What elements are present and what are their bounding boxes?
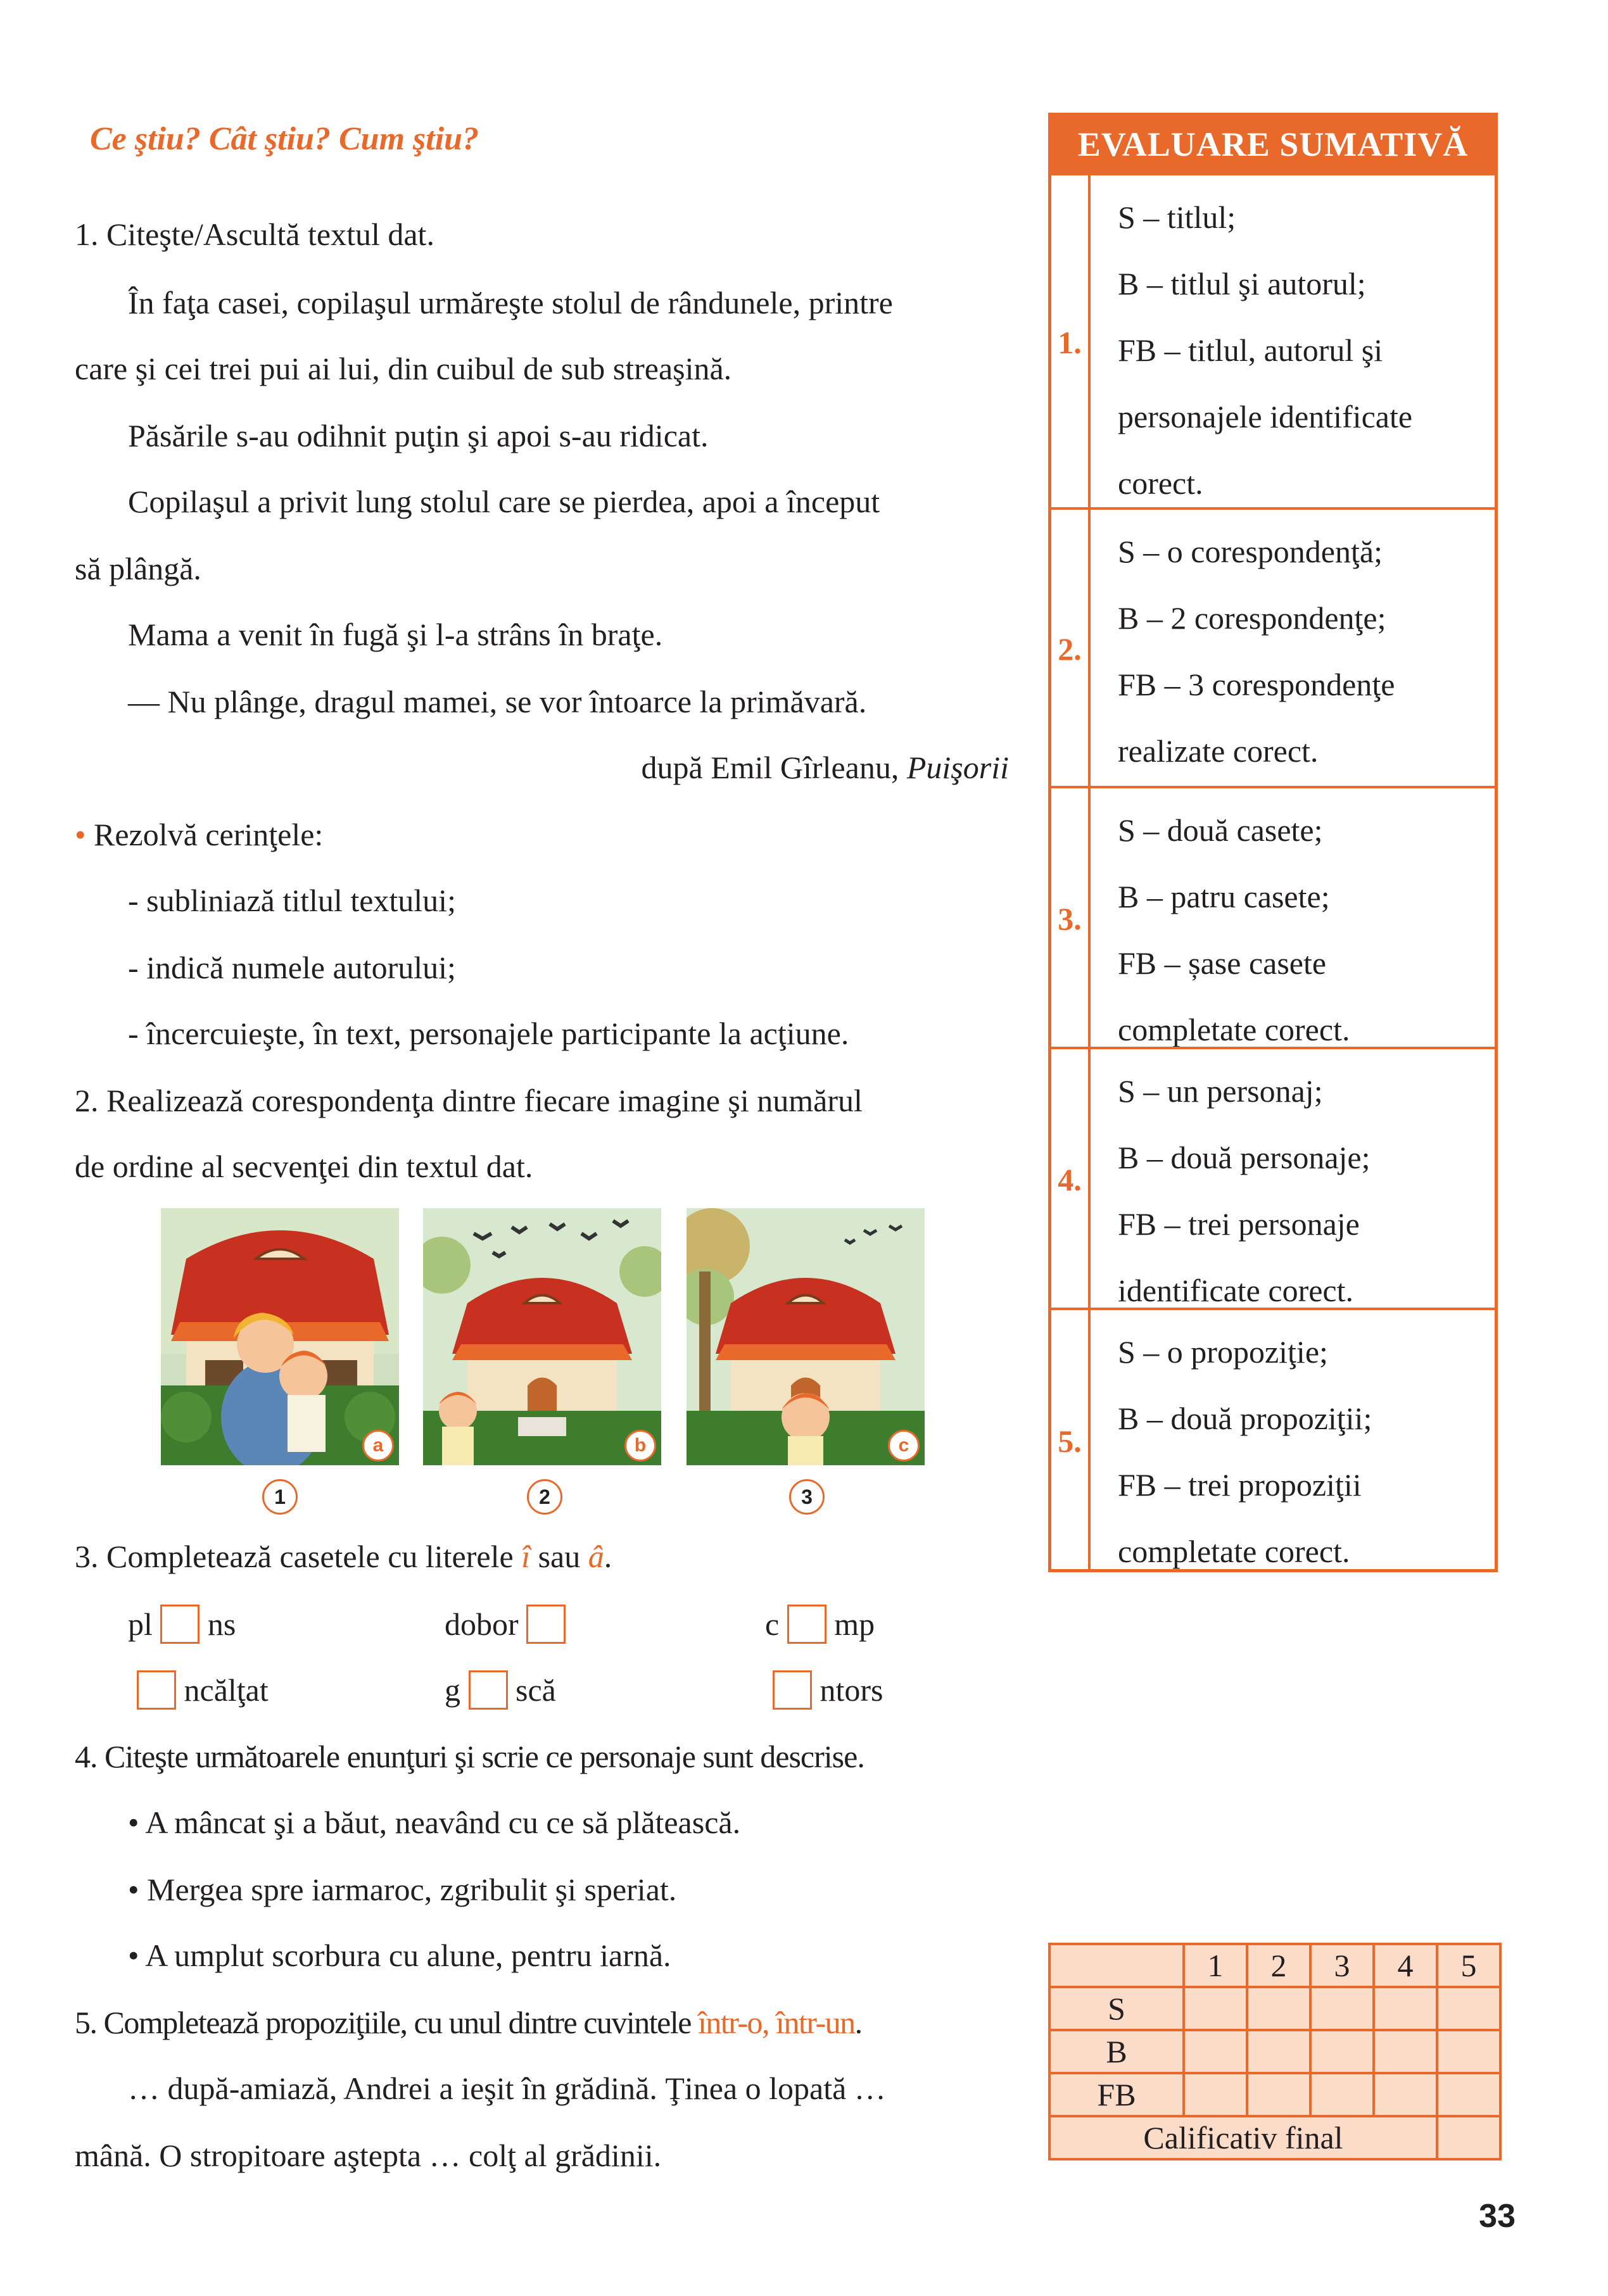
grid-cell[interactable] bbox=[1310, 1987, 1374, 2030]
source-author: după Emil Gîrleanu, bbox=[641, 750, 907, 785]
task-intro bbox=[75, 816, 323, 854]
grid-column-header: 3 bbox=[1310, 1944, 1374, 1987]
text-line: Mama a venit în fugă şi l-a strâns în braţe. bbox=[128, 617, 663, 652]
word-part: g bbox=[445, 1672, 460, 1708]
final-grade-cell[interactable] bbox=[1437, 2116, 1500, 2159]
exercise-2-title: 2. Realizează corespondenţa dintre fiecare imagine şi numărul bbox=[75, 1083, 863, 1118]
letter-box[interactable] bbox=[773, 1670, 812, 1710]
evaluation-row-number: 5. bbox=[1051, 1310, 1091, 1572]
word-item bbox=[445, 1605, 566, 1644]
criteria-line: FB – șase casete bbox=[1118, 945, 1327, 981]
word-part: ntors bbox=[820, 1672, 883, 1708]
word-separator: , bbox=[762, 2005, 776, 2040]
letter-box[interactable] bbox=[160, 1605, 199, 1644]
sequence-number-3: 3 bbox=[789, 1479, 825, 1515]
exercise-1-title: 1. Citeşte/Ascultă textul dat. bbox=[75, 217, 434, 252]
exercise-3-title bbox=[75, 1537, 612, 1575]
evaluation-table bbox=[1048, 113, 1498, 1572]
letter-box[interactable] bbox=[526, 1605, 566, 1644]
exercise-3-text: 3. Completează casetele cu literele bbox=[75, 1539, 522, 1574]
sequence-number-2: 2 bbox=[527, 1479, 562, 1515]
exercise-2-title-cont: de ordine al secvenţei din textul dat. bbox=[75, 1149, 533, 1184]
text-line: care şi cei trei pui ai lui, din cuibul de sub streaşină. bbox=[75, 351, 732, 386]
grid-row-header: B bbox=[1049, 2030, 1184, 2073]
final-grade-label: Calificativ final bbox=[1049, 2116, 1437, 2159]
grid-row-header: FB bbox=[1049, 2073, 1184, 2116]
text-line: — Nu plânge, dragul mamei, se vor întoarce la primăvară. bbox=[128, 684, 867, 719]
criteria-line: completate corect. bbox=[1118, 1534, 1350, 1569]
word-item bbox=[128, 1605, 236, 1644]
exercise-4-title: 4. Citeşte următoarele enunţuri şi scrie ce personaje sunt descrise. bbox=[75, 1739, 864, 1774]
text-line: Păsările s-au odihnit puţin şi apoi s-au ridicat. bbox=[128, 418, 709, 453]
word-part: scă bbox=[516, 1672, 556, 1708]
criteria-line: completate corect. bbox=[1118, 1012, 1350, 1047]
grid-cell[interactable] bbox=[1437, 2073, 1500, 2116]
image-label-c: c bbox=[888, 1430, 920, 1461]
grid-cell[interactable] bbox=[1437, 2030, 1500, 2073]
exercise-5-sentence: … după-amiază, Andrei a ieşit în grădină. Ţinea o lopată … bbox=[128, 2071, 886, 2106]
word-item bbox=[765, 1605, 875, 1644]
evaluation-row-1 bbox=[1051, 173, 1495, 510]
page-number: 33 bbox=[1479, 2198, 1516, 2235]
word-part: ncălţat bbox=[184, 1672, 269, 1708]
grid-cell[interactable] bbox=[1247, 2073, 1310, 2116]
criteria-line: B – două propoziţii; bbox=[1118, 1401, 1372, 1436]
evaluation-row-number: 1. bbox=[1051, 175, 1091, 510]
evaluation-row-4 bbox=[1051, 1047, 1495, 1310]
statement-item: • Mergea spre iarmaroc, zgribulit şi speriat. bbox=[128, 1872, 677, 1907]
statement-item: • A mâncat şi a băut, neavând cu ce să plătească. bbox=[128, 1805, 741, 1840]
grid-row-header: S bbox=[1049, 1987, 1184, 2030]
grid-cell[interactable] bbox=[1310, 2073, 1374, 2116]
grid-cell[interactable] bbox=[1374, 1987, 1437, 2030]
evaluation-row-number: 3. bbox=[1051, 788, 1091, 1049]
criteria-line: S – o corespondenţă; bbox=[1118, 534, 1383, 569]
criteria-line: FB – 3 corespondenţe bbox=[1118, 667, 1395, 702]
criteria-line: B – 2 corespondenţe; bbox=[1118, 600, 1386, 636]
letter-option: â bbox=[588, 1539, 604, 1574]
grid-column-header: 4 bbox=[1374, 1944, 1437, 1987]
grid-cell[interactable] bbox=[1374, 2030, 1437, 2073]
grid-corner bbox=[1049, 1944, 1184, 1987]
word-item bbox=[137, 1670, 269, 1710]
section-heading: Ce ştiu? Cât ştiu? Cum ştiu? bbox=[90, 121, 479, 157]
exercise-3-text: . bbox=[604, 1539, 612, 1574]
text-source bbox=[642, 748, 1009, 786]
grid-column-header: 1 bbox=[1184, 1944, 1247, 1987]
exercise-5-sentence: mână. O stropitoare aştepta … colţ al grădinii. bbox=[75, 2138, 662, 2173]
task-item: - subliniază titlul textului; bbox=[128, 883, 456, 918]
task-item: - indică numele autorului; bbox=[128, 950, 456, 985]
grid-column-header: 2 bbox=[1247, 1944, 1310, 1987]
grid-cell[interactable] bbox=[1247, 2030, 1310, 2073]
criteria-line: S – două casete; bbox=[1118, 812, 1323, 848]
criteria-line: identificate corect. bbox=[1118, 1273, 1353, 1308]
evaluation-title: EVALUARE SUMATIVĂ bbox=[1051, 116, 1495, 173]
exercise-3-text: sau bbox=[530, 1539, 588, 1574]
letter-box[interactable] bbox=[469, 1670, 508, 1710]
criteria-line: B – patru casete; bbox=[1118, 879, 1330, 914]
grid-cell[interactable] bbox=[1184, 2030, 1247, 2073]
text-line: În faţa casei, copilaşul urmăreşte stolul de rândunele, printre bbox=[128, 285, 893, 320]
image-label-a: a bbox=[362, 1430, 394, 1461]
word-part: ns bbox=[207, 1606, 236, 1642]
grid-cell[interactable] bbox=[1437, 1987, 1500, 2030]
exercise-5-title bbox=[75, 2003, 862, 2041]
evaluation-row-2 bbox=[1051, 507, 1495, 788]
word-item bbox=[445, 1670, 556, 1710]
task-item: - încercuieşte, în text, personajele participante la acţiune. bbox=[128, 1016, 849, 1051]
source-title: Puişorii bbox=[906, 750, 1009, 785]
word-option: într-o bbox=[697, 2005, 763, 2040]
image-label-b: b bbox=[624, 1430, 656, 1461]
criteria-line: FB – trei personaje bbox=[1118, 1206, 1360, 1242]
statement-item: • A umplut scorbura cu alune, pentru iarnă. bbox=[128, 1938, 671, 1973]
evaluation-row-5 bbox=[1051, 1308, 1495, 1572]
exercise-5-text: 5. Completează propoziţiile, cu unul dintre cuvintele bbox=[75, 2005, 698, 2040]
criteria-line: S – titlul; bbox=[1118, 199, 1236, 235]
word-part: c bbox=[765, 1606, 780, 1642]
criteria-line: corect. bbox=[1118, 465, 1203, 501]
grid-column-header: 5 bbox=[1437, 1944, 1500, 1987]
criteria-line: B – titlul şi autorul; bbox=[1118, 266, 1366, 301]
sequence-number-1: 1 bbox=[262, 1479, 298, 1515]
word-item bbox=[773, 1670, 883, 1710]
criteria-line: FB – titlul, autorul şi bbox=[1118, 332, 1383, 368]
criteria-line: personajele identificate bbox=[1118, 399, 1413, 434]
bullet-icon: • bbox=[75, 817, 86, 852]
criteria-line: S – un personaj; bbox=[1118, 1073, 1323, 1109]
word-part: pl bbox=[128, 1606, 153, 1642]
evaluation-row-number: 4. bbox=[1051, 1049, 1091, 1310]
criteria-line: FB – trei propoziţii bbox=[1118, 1467, 1362, 1503]
letter-box[interactable] bbox=[137, 1670, 176, 1710]
criteria-line: realizate corect. bbox=[1118, 733, 1319, 769]
word-option: într-un bbox=[776, 2005, 855, 2040]
word-part: mp bbox=[834, 1606, 875, 1642]
word-part: dobor bbox=[445, 1606, 519, 1642]
score-grid bbox=[1048, 1943, 1502, 2160]
text-line: să plângă. bbox=[75, 551, 201, 586]
grid-cell[interactable] bbox=[1310, 2030, 1374, 2073]
illustration-c bbox=[687, 1208, 925, 1465]
illustration-a bbox=[161, 1208, 399, 1465]
grid-cell[interactable] bbox=[1184, 2073, 1247, 2116]
grid-cell[interactable] bbox=[1374, 2073, 1437, 2116]
text-line: Copilaşul a privit lung stolul care se pierdea, apoi a început bbox=[128, 484, 880, 519]
exercise-5-text: . bbox=[854, 2005, 862, 2040]
grid-cell[interactable] bbox=[1184, 1987, 1247, 2030]
criteria-line: S – o propoziţie; bbox=[1118, 1334, 1328, 1370]
task-intro-text: Rezolvă cerinţele: bbox=[85, 817, 324, 852]
letter-box[interactable] bbox=[787, 1605, 826, 1644]
evaluation-row-3 bbox=[1051, 786, 1495, 1049]
evaluation-row-number: 2. bbox=[1051, 510, 1091, 788]
grid-cell[interactable] bbox=[1247, 1987, 1310, 2030]
criteria-line: B – două personaje; bbox=[1118, 1140, 1371, 1175]
illustration-b bbox=[423, 1208, 661, 1465]
letter-option: î bbox=[521, 1539, 531, 1574]
